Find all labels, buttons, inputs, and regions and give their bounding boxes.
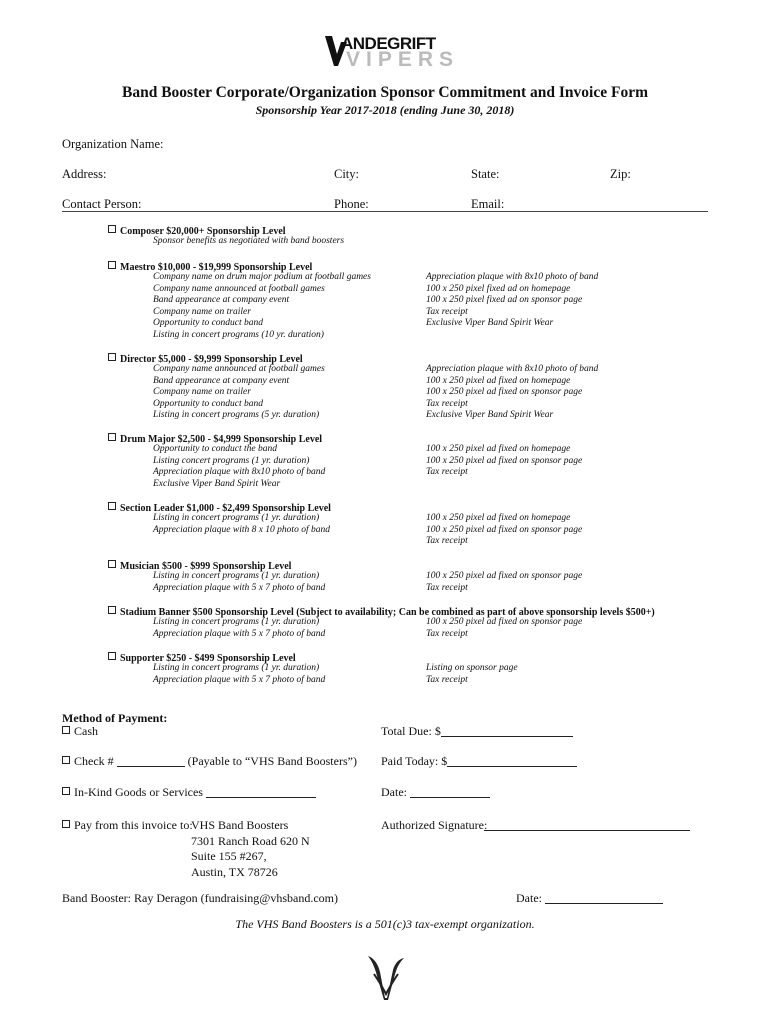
- benefit-item: Appreciation plaque with 5 x 7 photo of band: [153, 628, 326, 639]
- level-title: Composer $20,000+ Sponsorship Level: [120, 226, 286, 237]
- benefit-item: Listing concert programs (1 yr. duration): [153, 455, 310, 466]
- benefit-item: Appreciation plaque with 5 x 7 photo of band: [153, 674, 326, 685]
- payment-date-line[interactable]: [410, 785, 490, 798]
- paid-today-label: Paid Today: $: [381, 754, 448, 768]
- benefit-item: Listing in concert programs (1 yr. duration): [153, 513, 320, 523]
- benefit-item: Exclusive Viper Band Spirit Wear: [153, 478, 281, 489]
- benefit-item: Listing in concert programs (5 yr. duration): [153, 410, 320, 421]
- benefits-right: [426, 663, 518, 686]
- form-title: Band Booster Corporate/Organization Sponsor Commitment and Invoice Form: [122, 84, 648, 101]
- payment-heading: Method of Payment:: [62, 711, 168, 725]
- invoice-checkbox[interactable]: [62, 820, 70, 828]
- check-option[interactable]: [62, 754, 357, 769]
- benefit-item: Opportunity to conduct the band: [153, 444, 278, 454]
- signature-line[interactable]: [484, 830, 690, 831]
- inkind-option[interactable]: [62, 785, 316, 800]
- level-title: Maestro $10,000 - $19,999 Sponsorship Level: [120, 262, 313, 273]
- benefits-left: [153, 364, 325, 422]
- benefit-item: Appreciation plaque with 5 x 7 photo of band: [153, 582, 326, 593]
- benefit-item: Tax receipt: [426, 582, 468, 593]
- mailing-address: [191, 818, 310, 880]
- level-title: Section Leader $1,000 - $2,499 Sponsorship Level: [120, 503, 331, 514]
- benefit-item: Exclusive Viper Band Spirit Wear: [426, 318, 554, 329]
- check-label: Check #: [74, 754, 114, 768]
- benefit-item: Appreciation plaque with 8x10 photo of band: [426, 272, 599, 282]
- zip-field[interactable]: Zip:: [610, 167, 631, 181]
- address-line: Austin, TX 78726: [191, 864, 278, 879]
- benefit-item: 100 x 250 pixel ad fixed on homepage: [426, 444, 571, 454]
- cash-checkbox[interactable]: [62, 726, 70, 734]
- invoice-option[interactable]: [62, 818, 193, 833]
- email-field[interactable]: Email:: [471, 197, 505, 211]
- level-checkbox[interactable]: [108, 261, 116, 269]
- benefit-item: Company name on drum major podium at football games: [153, 272, 371, 282]
- booster-date-label: Date:: [516, 891, 542, 905]
- inkind-checkbox[interactable]: [62, 787, 70, 795]
- tax-exempt-note: The VHS Band Boosters is a 501(c)3 tax-exempt organization.: [235, 917, 535, 931]
- benefit-item: Listing on sponsor page: [426, 663, 518, 673]
- contact-person-field[interactable]: Contact Person:: [62, 197, 142, 211]
- level-checkbox[interactable]: [108, 606, 116, 614]
- level-checkbox[interactable]: [108, 433, 116, 441]
- level-checkbox[interactable]: [108, 652, 116, 660]
- benefit-item: Listing in concert programs (1 yr. duration): [153, 663, 320, 673]
- payment-date-label: Date:: [381, 785, 407, 799]
- benefits-left: [153, 617, 325, 640]
- benefits-right: [426, 364, 598, 422]
- logo-text-line2: VIPERS: [346, 48, 460, 71]
- benefit-item: Band appearance at company event: [153, 375, 290, 386]
- benefit-item: Tax receipt: [426, 398, 468, 409]
- paid-today-line[interactable]: [447, 754, 577, 767]
- benefit-item: Tax receipt: [426, 674, 468, 685]
- level-title: Drum Major $2,500 - $4,999 Sponsorship Level: [120, 434, 323, 445]
- form-subtitle: Sponsorship Year 2017-2018 (ending June 30, 2018): [255, 103, 515, 117]
- booster-date-line[interactable]: [545, 891, 663, 904]
- inkind-line[interactable]: [206, 785, 316, 798]
- paid-today-field[interactable]: [381, 754, 577, 769]
- level-checkbox[interactable]: [108, 225, 116, 233]
- phone-field[interactable]: Phone:: [334, 197, 369, 211]
- benefit-item: Company name on trailer: [153, 306, 251, 317]
- benefit-item: Company name announced at football games: [153, 364, 325, 374]
- benefit-item: 100 x 250 pixel ad fixed on homepage: [426, 513, 571, 523]
- payment-date-field[interactable]: [381, 785, 490, 800]
- organization-name-field[interactable]: Organization Name:: [62, 137, 164, 151]
- booster-date-field[interactable]: [516, 891, 663, 906]
- benefit-item: Tax receipt: [426, 306, 468, 317]
- level-title: Director $5,000 - $9,999 Sponsorship Level: [120, 354, 303, 365]
- benefit-item: 100 x 250 pixel ad fixed on sponsor page: [426, 571, 583, 581]
- cash-label: Cash: [74, 724, 98, 738]
- benefit-item: Exclusive Viper Band Spirit Wear: [426, 410, 554, 421]
- benefit-item: 100 x 250 pixel ad fixed on sponsor page: [426, 524, 583, 535]
- benefit-item: Tax receipt: [426, 467, 468, 478]
- benefits-right: [426, 513, 582, 548]
- address-line: 7301 Ranch Road 620 N: [191, 833, 310, 848]
- benefit-item: Listing in concert programs (1 yr. duration): [153, 571, 320, 581]
- viper-emblem-icon: [366, 954, 406, 1000]
- address-field[interactable]: Address:: [62, 167, 107, 181]
- address-line: VHS Band Boosters: [191, 818, 289, 832]
- check-number-line[interactable]: [117, 754, 185, 767]
- benefits-left: [153, 272, 371, 342]
- vandegrift-vipers-logo: [325, 34, 460, 71]
- benefit-item: 100 x 250 pixel fixed ad on sponsor page: [426, 295, 583, 306]
- level-checkbox[interactable]: [108, 502, 116, 510]
- total-due-field[interactable]: [381, 724, 573, 739]
- state-field[interactable]: State:: [471, 167, 500, 181]
- benefit-item: Band appearance at company event: [153, 295, 290, 306]
- benefit-item: Appreciation plaque with 8x10 photo of band: [426, 364, 599, 374]
- benefit-item: 100 x 250 pixel ad fixed on sponsor page: [426, 455, 583, 466]
- benefit-item: 100 x 250 pixel fixed ad on homepage: [426, 283, 571, 294]
- benefit-item: Company name on trailer: [153, 387, 251, 398]
- benefit-item: Opportunity to conduct band: [153, 398, 264, 409]
- benefits-left: [153, 571, 325, 594]
- benefits-right: [426, 444, 582, 479]
- benefit-item: Listing in concert programs (10 yr. duration): [153, 329, 324, 340]
- level-checkbox[interactable]: [108, 353, 116, 361]
- level-checkbox[interactable]: [108, 560, 116, 568]
- benefit-item: 100 x 250 pixel ad fixed on sponsor page: [426, 387, 583, 398]
- benefit-item: 100 x 250 pixel ad fixed on homepage: [426, 375, 571, 386]
- benefit-item: Sponsor benefits as negotiated with band boosters: [153, 236, 345, 246]
- benefits-left: [153, 444, 325, 490]
- level-title: Supporter $250 - $499 Sponsorship Level: [120, 653, 296, 664]
- level-title: Musician $500 - $999 Sponsorship Level: [120, 561, 292, 572]
- cash-option[interactable]: [62, 724, 98, 739]
- benefits-left: [153, 663, 325, 686]
- logo-text-line1: ANDEGRIFT: [341, 34, 436, 53]
- benefits-right: [426, 617, 582, 640]
- benefit-item: Tax receipt: [426, 628, 468, 639]
- level-title: Stadium Banner $500 Sponsorship Level (Subject to availability; Can be combined as part of above sponsorship levels $500+): [120, 607, 655, 618]
- invoice-label: Pay from this invoice to:: [74, 818, 193, 832]
- benefits-right: [426, 272, 598, 330]
- signature-label: Authorized Signature:: [381, 818, 488, 832]
- benefit-item: Opportunity to conduct band: [153, 318, 264, 329]
- divider: [62, 211, 708, 212]
- check-checkbox[interactable]: [62, 756, 70, 764]
- city-field[interactable]: City:: [334, 167, 360, 181]
- benefit-item: Listing in concert programs (1 yr. duration): [153, 617, 320, 627]
- benefit-item: Tax receipt: [426, 536, 468, 547]
- total-due-label: Total Due: $: [381, 724, 441, 738]
- benefit-item: Appreciation plaque with 8x10 photo of band: [153, 467, 326, 478]
- benefit-item: 100 x 250 pixel ad fixed on sponsor page: [426, 617, 583, 627]
- benefits-right: [426, 571, 582, 594]
- benefits-left: [153, 513, 330, 536]
- inkind-label: In-Kind Goods or Services: [74, 785, 203, 799]
- benefits-left: [153, 236, 344, 248]
- total-due-line[interactable]: [441, 724, 573, 737]
- check-payable-label: (Payable to “VHS Band Boosters”): [187, 754, 357, 768]
- address-line: Suite 155 #267,: [191, 849, 267, 863]
- band-booster-contact: Band Booster: Ray Deragon (fundraising@vhsband.com): [62, 891, 338, 905]
- benefit-item: Company name announced at football games: [153, 283, 325, 294]
- benefit-item: Appreciation plaque with 8 x 10 photo of band: [153, 524, 330, 535]
